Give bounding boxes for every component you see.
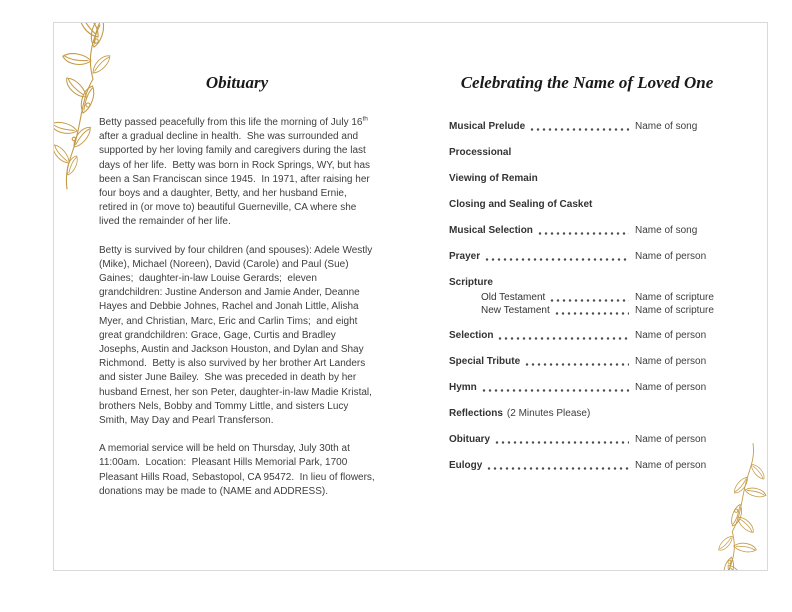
obituary-paragraph-1-text: Betty passed peacefully from this life the morning of July 16 xyxy=(99,117,363,128)
program-item-value: Name of scripture xyxy=(635,305,714,316)
program-item-viewing-of-remain xyxy=(449,172,725,186)
dot-leader xyxy=(538,224,629,237)
program-item-value: Name of person xyxy=(635,434,707,445)
program-item-hymn xyxy=(449,381,725,395)
dot-leader xyxy=(550,291,629,304)
program-item-musical-selection xyxy=(449,224,725,238)
program-item-eulogy xyxy=(449,459,725,473)
program-item-label: Selection xyxy=(449,330,494,341)
order-of-service-column xyxy=(449,72,725,485)
program-item-label: Special Tribute xyxy=(449,356,521,367)
program-item-value: Name of person xyxy=(635,460,707,471)
program-item-obituary xyxy=(449,433,725,447)
program-item-old-testament xyxy=(449,291,725,304)
program-item-label: Musical Prelude xyxy=(449,121,526,132)
dot-leader xyxy=(482,381,629,394)
obituary-paragraph-3: A memorial service will be held on Thursday, July 30th at 11:00am. Location: Pleasant Hills Memorial Park, 1700 Pleasant Hills Road, Sebastopol, CA 95472. In lieu of flowers, donations may be made to (NAME and ADDRESS). xyxy=(99,443,378,497)
program-item-value: Name of person xyxy=(635,251,707,262)
program-item-value: Name of person xyxy=(635,330,707,341)
program-item-scripture xyxy=(449,276,725,290)
dot-leader xyxy=(495,433,629,446)
order-of-service-title: Celebrating the Name of Loved One xyxy=(460,73,714,92)
program-item-reflections xyxy=(449,407,725,421)
program-page-spread xyxy=(53,22,768,571)
dot-leader xyxy=(487,459,629,472)
program-item-value: Name of scripture xyxy=(635,292,714,303)
dot-leader xyxy=(485,250,629,263)
dot-leader xyxy=(498,329,629,342)
program-item-new-testament xyxy=(449,304,725,317)
program-item-musical-prelude xyxy=(449,120,725,134)
program-item-special-tribute xyxy=(449,355,725,369)
program-item-label: Musical Selection xyxy=(449,225,533,236)
program-item-label: Obituary xyxy=(449,434,491,445)
program-item-value: Name of song xyxy=(635,225,698,236)
program-item-prayer xyxy=(449,250,725,264)
program-item-label: Processional xyxy=(449,147,512,158)
program-item-label: Scripture xyxy=(449,277,493,288)
program-item-label: Reflections xyxy=(449,408,503,419)
program-item-label: Viewing of Remain xyxy=(449,173,538,184)
program-item-selection xyxy=(449,329,725,343)
obituary-paragraph-2: Betty is survived by four children (and spouses): Adele Westly (Mike), Michael (Noreen), David (Carole) and Paul (Sue) Gaines; daughter-in-law Louise Gerards; eleven grandchildren: Justine Anderson and Jamie Ander, Deanne Hayes and Debbie Johnes, Rachel and Jonah Little, Alisha Myer, and Christian, Marc, Eric and Carlin Tims; and eight great grandchildren: Grace, Gage, Curtis and Bradley Josephs, Austin and Jackson Houston, and Dylan and Shay Richmond. Betty is also survived by her brother Art Landers and sister June Bailey. She was preceded in death by her husband Ernest, her son Peter, daughter-in-law Madie Kristal, brothers Nels, Bobby and Tommy Little, and sisters Lucy Smith, May Day and Pearl Transferson. xyxy=(99,244,376,427)
program-item-label: Prayer xyxy=(449,251,481,262)
obituary-column xyxy=(99,72,378,513)
obituary-title: Obituary xyxy=(205,73,269,92)
dot-leader xyxy=(530,120,629,133)
dot-leader xyxy=(525,355,629,368)
program-item-label: Eulogy xyxy=(449,460,483,471)
program-item-label: Closing and Sealing of Casket xyxy=(449,199,593,210)
program-item-processional xyxy=(449,146,725,160)
program-item-note: (2 Minutes Please) xyxy=(506,408,591,419)
ordinal-suffix: th xyxy=(362,115,368,123)
program-item-label: New Testament xyxy=(481,305,550,316)
program-item-value: Name of person xyxy=(635,382,707,393)
dot-leader xyxy=(555,304,629,317)
program-item-label: Old Testament xyxy=(481,292,546,303)
obituary-paragraph-1-rest: after a gradual decline in health. She was surrounded and supported by her loving family and caregivers during the last days of her life. Betty was born in Rock Springs, WY, but has been a San Franciscan since 1945. In 1971, after raising her four boys and a daughter, Betty, and her husband Ernie, retired in (or move to) beautiful Guerneville, CA where she lived the remainder of her life. xyxy=(99,117,373,228)
obituary-paragraph-1 xyxy=(99,116,375,230)
program-item-label: Hymn xyxy=(449,382,477,393)
program-item-value: Name of person xyxy=(635,356,707,367)
program-item-value: Name of song xyxy=(635,121,698,132)
program-item-closing-and-sealing xyxy=(449,198,725,212)
